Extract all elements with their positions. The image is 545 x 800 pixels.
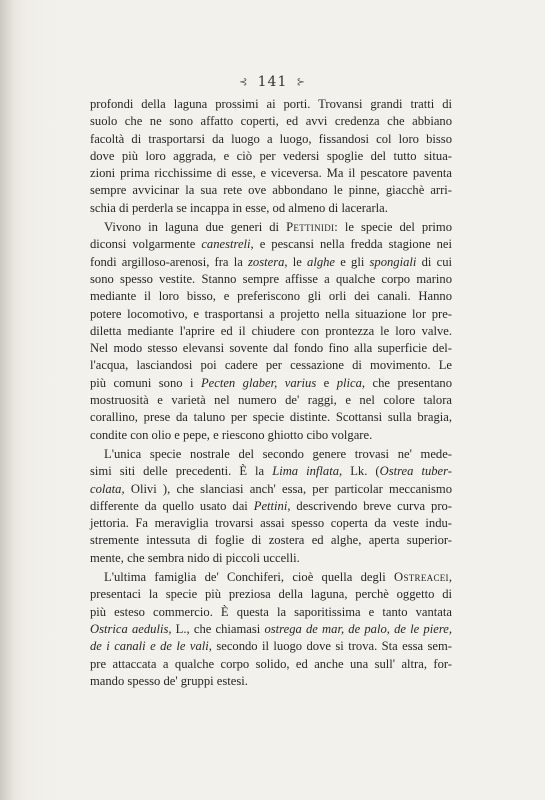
text-run: fondi argilloso-arenosi, fra la: [90, 254, 249, 269]
text-line: [90, 638, 452, 655]
text-run: condite con olio e pepe, e riescono ghiotto cibo volgare.: [90, 427, 373, 442]
italic-term: Ostrea tuber-: [379, 464, 452, 479]
page-header: [0, 74, 545, 90]
text-line: [90, 621, 452, 638]
italic-term: Pecten glaber, varius: [200, 375, 317, 390]
italic-term: colata,: [90, 481, 125, 496]
italic-term: Lima inflata,: [272, 464, 343, 479]
text-run: , e pescansi nella fredda stagione nei: [250, 237, 452, 252]
text-line: [90, 375, 452, 392]
italic-term: canestreli: [201, 237, 251, 252]
text-run: ,: [448, 570, 452, 585]
text-line: [90, 340, 452, 357]
text-run: sono spesso vestite. Stanno sempre affisse a qualche corpo marino: [90, 271, 452, 286]
text-run: jettoria. Fa meraviglia trovarsi assai spesso coperta da veste indu-: [90, 516, 452, 531]
text-run: sempre avvicinar la sua rete ove abbondano le pinne, giacchè arri-: [90, 183, 452, 198]
text-line: [90, 656, 452, 673]
text-run: Vivono in laguna due generi di: [104, 220, 287, 235]
text-line: [90, 673, 452, 690]
text-line: [90, 96, 452, 113]
text-run: dove più loro aggrada, e ciò per vedersi spoglie del tutto situa-: [90, 148, 452, 163]
text-line: [90, 463, 452, 480]
text-line: [90, 323, 452, 340]
text-run: facoltà di trasportarsi da luogo a luogo, fissandosi col loro bisso: [90, 131, 452, 146]
text-line: [90, 498, 452, 515]
text-line: [90, 515, 452, 532]
paragraph: [90, 446, 452, 567]
italic-term: de i canali e de le vali,: [90, 639, 212, 654]
text-line: [90, 271, 452, 288]
text-run: e gli: [335, 254, 370, 269]
text-line: [90, 446, 452, 463]
text-run: di cui: [416, 254, 452, 269]
italic-term: ostrega de mar, de palo, de le piere,: [264, 621, 452, 636]
text-line: [90, 113, 452, 130]
text-run: differente da quello usato dai: [90, 498, 254, 513]
text-run: potere locomotivo, e trasportansi a projetto nella situazione lor pre-: [90, 306, 452, 321]
text-run: , le: [284, 254, 308, 269]
italic-term: alghe: [307, 254, 336, 269]
text-run: più comuni sono i: [90, 375, 201, 390]
paragraph: [90, 569, 452, 690]
text-run: : le specie del primo: [334, 220, 452, 235]
text-run: mente, che sembra nido di piccoli uccelli.: [90, 550, 300, 565]
text-run: diletta mediante l'aprire ed il chiudere con prontezza le loro valve.: [90, 323, 452, 338]
text-run: Lk. (: [342, 464, 380, 479]
text-run: secondo il luogo dove si trova. Sta essa sem-: [211, 639, 453, 654]
text-run: schia di perderla se incappa in esse, od almeno di lacerarla.: [90, 200, 388, 215]
text-run: mediante il loro bisso, e preferiscono gli orli dei canali. Hanno: [90, 289, 452, 304]
text-line: [90, 481, 452, 498]
text-line: [90, 219, 452, 236]
text-line: [90, 165, 452, 182]
ornament-left-icon: ⊰: [239, 76, 249, 88]
text-line: [90, 200, 452, 217]
text-run: mostruosità e varietà nel numero de' raggi, e nel colore talora: [90, 393, 452, 408]
text-run: Nel modo stesso elevansi sovente dal fondo fino alla superficie del-: [90, 341, 452, 356]
paragraph: [90, 96, 452, 217]
text-line: [90, 288, 452, 305]
italic-term: zostera: [248, 254, 285, 269]
page-number: 141: [257, 74, 288, 90]
text-run: Olivi ), che slanciasi anch' essa, per particolar meccanismo: [124, 481, 452, 496]
italic-term: Ostrica aedulis,: [90, 621, 172, 636]
paragraph: [90, 219, 452, 444]
text-run: più esteso commercio. È questa la saporitissima e tanto vantata: [90, 604, 452, 619]
italic-term: plica,: [336, 375, 366, 390]
text-run: stremente intessuta di foglie di zostera ed alghe, aperta superior-: [90, 533, 452, 548]
text-run: L'ultima famiglia de' Conchiferi, cioè quella degli: [104, 570, 395, 585]
text-run: descrivendo breve curva pro-: [290, 498, 453, 513]
text-run: corallino, prese da taluno per specie distinte. Scottansi sulla bragia,: [90, 410, 452, 425]
ornament-right-icon: ⊱: [296, 76, 306, 88]
text-line: [90, 131, 452, 148]
text-run: che presentano: [365, 375, 453, 390]
text-line: [90, 586, 452, 603]
text-run: e: [316, 375, 337, 390]
text-run: simi siti delle precedenti. È la: [90, 464, 273, 479]
small-caps-term: Pettinidi: [286, 220, 335, 235]
text-line: [90, 306, 452, 323]
text-line: [90, 182, 452, 199]
text-line: [90, 532, 452, 549]
text-run: mando spesso de' gruppi estesi.: [90, 673, 248, 688]
text-run: L., che chiamasi: [171, 621, 265, 636]
text-line: [90, 392, 452, 409]
text-line: [90, 236, 452, 253]
italic-term: Pettini,: [253, 498, 291, 513]
text-line: [90, 604, 452, 621]
text-run: l'acqua, lasciandosi poi cadere per cessazione di movimento. Le: [90, 358, 452, 373]
text-run: profondi della laguna prossimi ai porti. Trovansi grandi tratti di: [90, 97, 452, 111]
text-line: [90, 569, 452, 586]
body-text: [90, 96, 452, 690]
text-run: pre attaccata a qualche corpo solido, ed anche una sull' altra, for-: [90, 656, 452, 671]
text-run: presentaci la specie più preziosa della laguna, perchè oggetto di: [90, 587, 452, 602]
text-run: diconsi volgarmente: [90, 237, 202, 252]
small-caps-term: Ostreacei: [394, 570, 449, 585]
text-run: suolo che ne sono affatto coperti, ed avvi credenza che abbiano: [90, 114, 452, 129]
italic-term: spongiali: [369, 254, 417, 269]
text-line: [90, 357, 452, 374]
text-line: [90, 409, 452, 426]
text-run: L'unica specie nostrale del secondo genere trovasi ne' mede-: [104, 446, 452, 461]
page-spine-shadow: [0, 0, 14, 800]
text-run: zioni prima ricchissime di esse, e viceversa. Ma il pescatore paventa: [90, 166, 452, 181]
text-line: [90, 148, 452, 165]
text-line: [90, 550, 452, 567]
text-line: [90, 254, 452, 271]
text-line: [90, 427, 452, 444]
